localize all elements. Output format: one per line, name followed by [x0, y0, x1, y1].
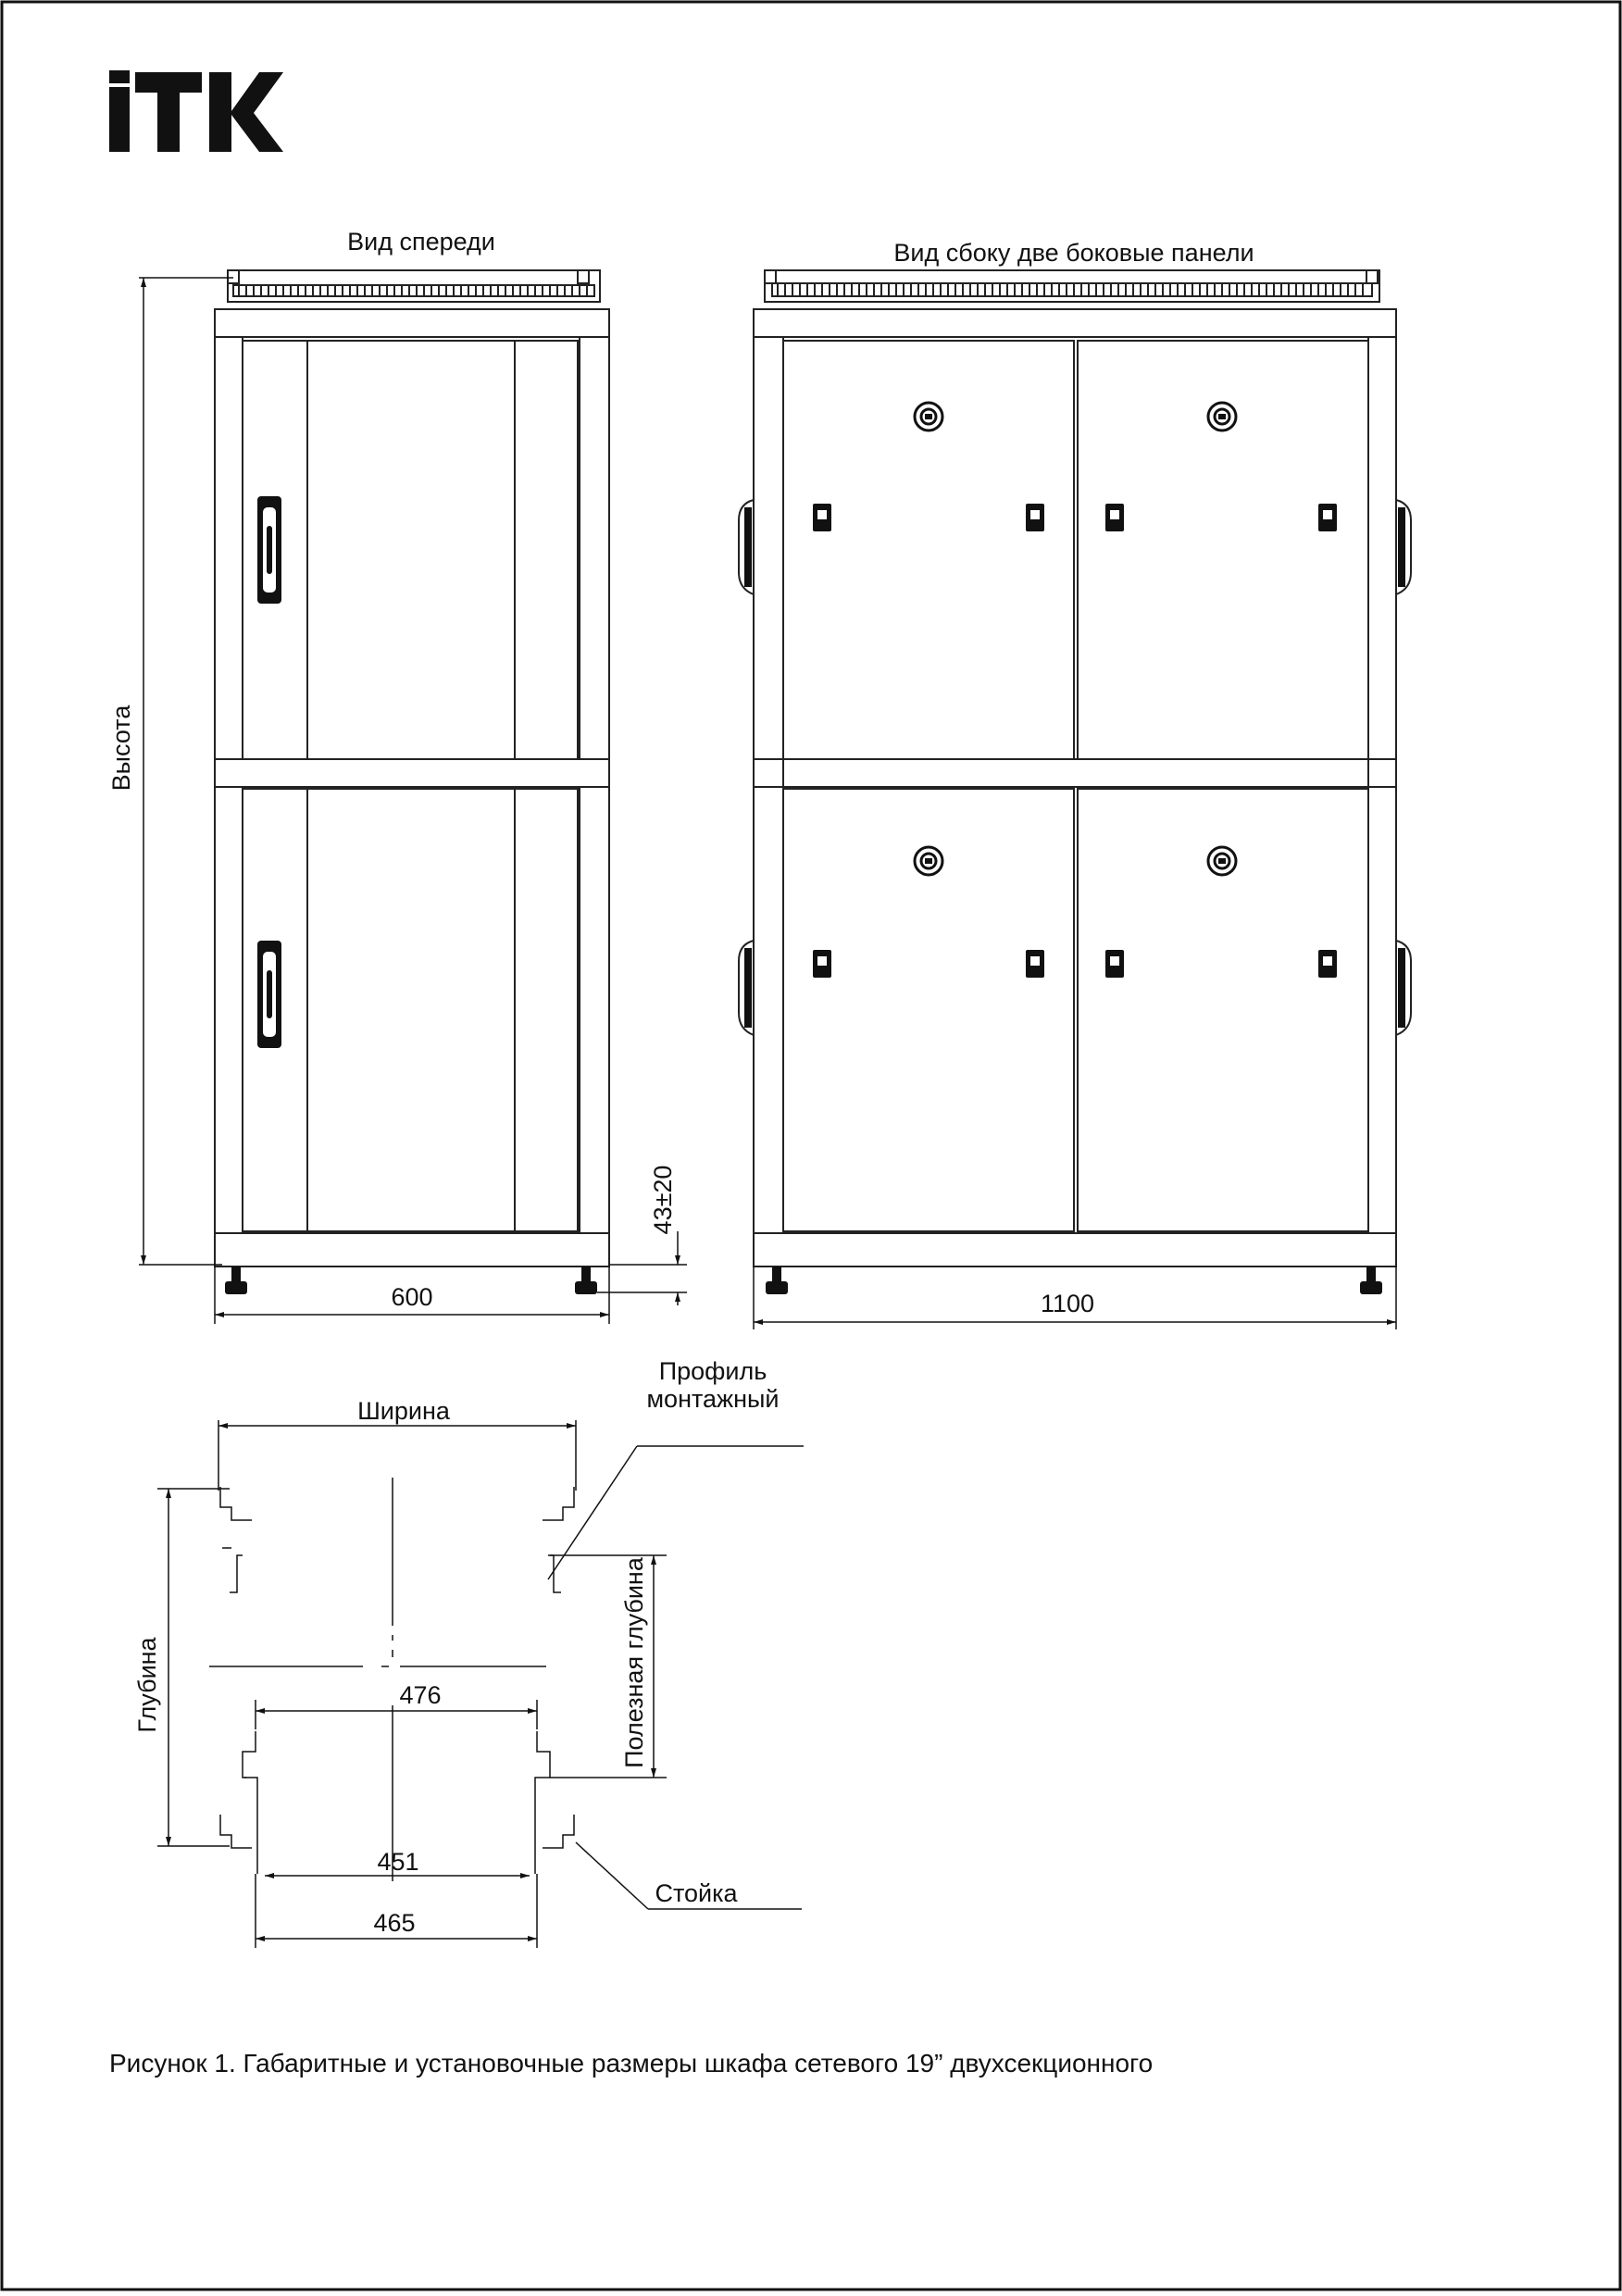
- side-view-title: Вид сбоку две боковые панели: [893, 239, 1254, 267]
- mounting-section: [157, 1420, 804, 1948]
- depth-label: Глубина: [133, 1637, 161, 1733]
- leveling-foot-icon: [766, 1267, 788, 1294]
- dim-465: 465: [373, 1909, 416, 1937]
- foot-height-value: 43±20: [649, 1165, 677, 1235]
- lock-icon: [915, 403, 942, 430]
- rack-label: Стойка: [655, 1879, 738, 1907]
- figure-caption: Рисунок 1. Габаритные и установочные размеры шкафа сетевого 19” двухсекционного: [109, 2049, 1154, 2078]
- width-value: 600: [391, 1283, 433, 1311]
- door-handle-icon: [257, 496, 281, 604]
- width-label: Ширина: [357, 1397, 450, 1425]
- front-view-title: Вид спереди: [347, 228, 495, 256]
- lock-icon: [915, 847, 942, 875]
- profile-label-line2: монтажный: [646, 1385, 780, 1413]
- height-label: Высота: [107, 705, 135, 792]
- leveling-foot-icon: [575, 1267, 597, 1294]
- itk-logo: [109, 70, 283, 152]
- useful-depth-label: Полезная глубина: [620, 1557, 648, 1768]
- leveling-foot-icon: [225, 1267, 247, 1294]
- depth-value: 1100: [1040, 1290, 1095, 1317]
- profile-label-line1: Профиль: [658, 1357, 767, 1385]
- front-view-cabinet: [215, 270, 609, 1267]
- lock-icon: [1208, 403, 1236, 430]
- dim-451: 451: [377, 1848, 419, 1876]
- door-handle-icon: [257, 941, 281, 1048]
- leveling-foot-icon: [1360, 1267, 1382, 1294]
- foot-height-dimension: [597, 1231, 687, 1305]
- side-view-cabinet: [739, 270, 1411, 1267]
- dim-476: 476: [399, 1681, 442, 1709]
- lock-icon: [1208, 847, 1236, 875]
